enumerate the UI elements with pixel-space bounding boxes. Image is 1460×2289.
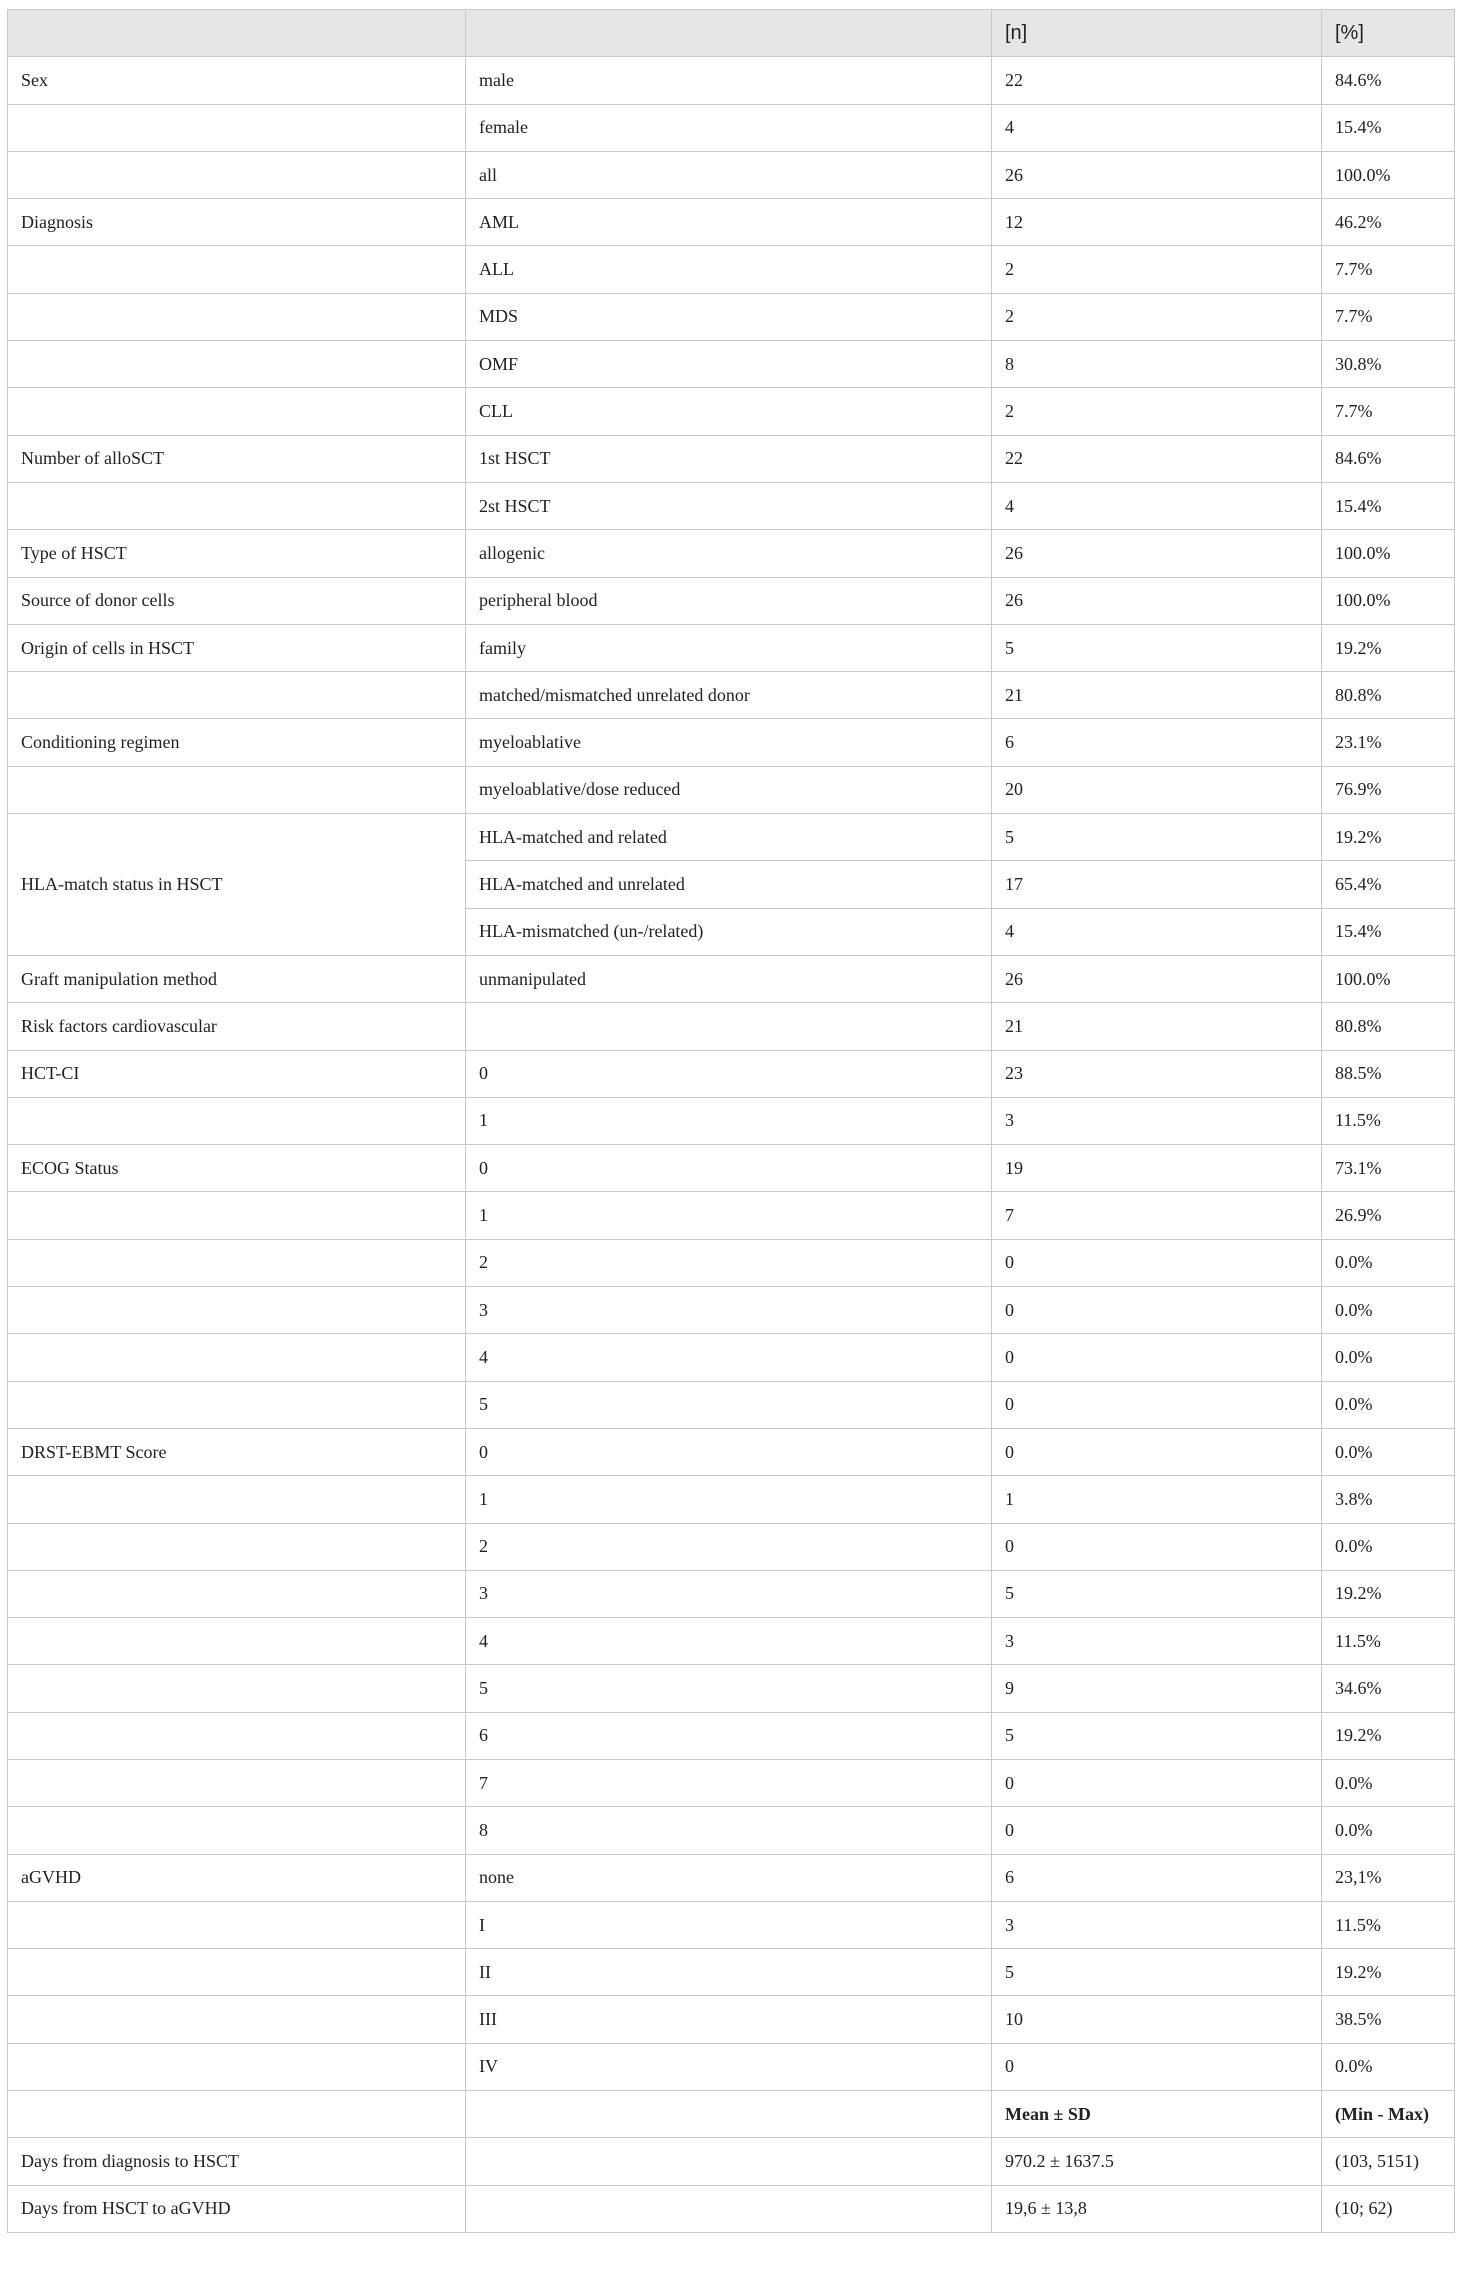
table-cell-characteristic: Risk factors cardiovascular [8,1003,466,1050]
table-cell-category: none [466,1854,992,1901]
table-cell-percent: 100.0% [1322,151,1455,198]
table-cell-category: 0 [466,1145,992,1192]
table-cell-category [466,2091,992,2138]
table-cell-characteristic [8,482,466,529]
table-cell-characteristic [8,2043,466,2090]
table-cell-percent: 73.1% [1322,1145,1455,1192]
table-cell-characteristic [8,1570,466,1617]
table-cell-percent: 0.0% [1322,1523,1455,1570]
table-row [8,151,1455,198]
table-row [8,624,1455,671]
table-cell-percent: 19.2% [1322,814,1455,861]
table-cell-n: 26 [992,955,1322,1002]
table-cell-characteristic [8,1523,466,1570]
table-cell-characteristic [8,246,466,293]
table-cell-category [466,2185,992,2232]
table-cell-n: 4 [992,908,1322,955]
table-cell-percent: 0.0% [1322,1334,1455,1381]
data-table-container [7,9,1454,2233]
table-cell-category: I [466,1901,992,1948]
table-row [8,1287,1455,1334]
patient-characteristics-table [7,9,1455,2233]
table-cell-category: IV [466,2043,992,2090]
table-cell-characteristic [8,1996,466,2043]
table-row [8,1523,1455,1570]
table-row [8,1570,1455,1617]
table-cell-characteristic: HCT-CI [8,1050,466,1097]
table-cell-characteristic [8,104,466,151]
table-row [8,1949,1455,1996]
table-cell-n: 26 [992,151,1322,198]
table-cell-percent: 19.2% [1322,1712,1455,1759]
table-cell-category: matched/mismatched unrelated donor [466,672,992,719]
table-row [8,1334,1455,1381]
table-cell-percent: 84.6% [1322,435,1455,482]
table-cell-characteristic [8,672,466,719]
table-cell-category: 8 [466,1807,992,1854]
table-cell-category: 1 [466,1097,992,1144]
table-cell-n: 10 [992,1996,1322,2043]
table-row [8,1712,1455,1759]
table-cell-n: 5 [992,1712,1322,1759]
table-row [8,1097,1455,1144]
table-cell-n: 21 [992,1003,1322,1050]
table-cell-category: 1 [466,1476,992,1523]
table-cell-category: ALL [466,246,992,293]
table-cell-percent: 7.7% [1322,246,1455,293]
table-cell-percent: 38.5% [1322,1996,1455,2043]
table-row [8,955,1455,1002]
table-cell-characteristic [8,1807,466,1854]
table-cell-n: 21 [992,672,1322,719]
table-cell-n: 5 [992,1949,1322,1996]
table-cell-characteristic [8,1665,466,1712]
table-cell-percent: 11.5% [1322,1097,1455,1144]
table-cell-percent: 0.0% [1322,1759,1455,1806]
table-cell-characteristic: HLA-match status in HSCT [8,814,466,956]
table-cell-characteristic: Days from HSCT to aGVHD [8,2185,466,2232]
table-row [8,1996,1455,2043]
table-cell-characteristic [8,2091,466,2138]
table-cell-characteristic [8,1097,466,1144]
table-cell-category: III [466,1996,992,2043]
table-cell-category: 0 [466,1050,992,1097]
table-cell-percent: (Min - Max) [1322,2091,1455,2138]
table-cell-category: MDS [466,293,992,340]
table-cell-category: 5 [466,1381,992,1428]
table-row [8,1239,1455,1286]
table-cell-n: 19 [992,1145,1322,1192]
table-cell-percent: 19.2% [1322,1949,1455,1996]
table-cell-n: 3 [992,1901,1322,1948]
header-cell-percent: [%] [1322,10,1455,57]
table-cell-category: 1st HSCT [466,435,992,482]
table-cell-n: 0 [992,1759,1322,1806]
table-cell-n: 0 [992,1239,1322,1286]
table-cell-n: 4 [992,104,1322,151]
table-cell-n: 0 [992,1428,1322,1475]
table-cell-characteristic: Source of donor cells [8,577,466,624]
table-cell-category: 2st HSCT [466,482,992,529]
table-cell-characteristic [8,1901,466,1948]
table-row [8,341,1455,388]
table-cell-n: 4 [992,482,1322,529]
table-row [8,1381,1455,1428]
table-row [8,1476,1455,1523]
table-cell-category: 6 [466,1712,992,1759]
table-row [8,1901,1455,1948]
table-cell-percent: 80.8% [1322,672,1455,719]
table-cell-characteristic [8,1287,466,1334]
table-cell-category: OMF [466,341,992,388]
header-cell-category [466,10,992,57]
table-cell-percent: 15.4% [1322,482,1455,529]
table-cell-characteristic: Sex [8,57,466,104]
table-cell-n: 0 [992,1334,1322,1381]
table-row [8,672,1455,719]
table-cell-category: 2 [466,1523,992,1570]
table-cell-percent: 11.5% [1322,1618,1455,1665]
table-cell-n: 26 [992,577,1322,624]
table-cell-category: myeloablative [466,719,992,766]
table-cell-n: 12 [992,199,1322,246]
table-cell-category: HLA-mismatched (un-/related) [466,908,992,955]
table-row [8,2185,1455,2232]
table-cell-n: 19,6 ± 13,8 [992,2185,1322,2232]
table-cell-percent: 46.2% [1322,199,1455,246]
table-cell-percent: 15.4% [1322,908,1455,955]
table-cell-percent: 11.5% [1322,1901,1455,1948]
table-cell-category: HLA-matched and unrelated [466,861,992,908]
table-cell-n: 0 [992,1287,1322,1334]
table-row [8,388,1455,435]
table-cell-percent: 19.2% [1322,624,1455,671]
table-cell-characteristic [8,1618,466,1665]
table-row [8,293,1455,340]
table-cell-percent: 84.6% [1322,57,1455,104]
table-cell-n: 1 [992,1476,1322,1523]
table-cell-category: 2 [466,1239,992,1286]
table-cell-characteristic [8,1476,466,1523]
table-cell-category: male [466,57,992,104]
table-cell-percent: 0.0% [1322,1381,1455,1428]
table-cell-category [466,2138,992,2185]
table-cell-characteristic [8,1239,466,1286]
table-cell-category: peripheral blood [466,577,992,624]
table-cell-characteristic: aGVHD [8,1854,466,1901]
table-cell-characteristic [8,293,466,340]
table-cell-characteristic [8,388,466,435]
table-cell-percent: (103, 5151) [1322,2138,1455,2185]
table-cell-category: allogenic [466,530,992,577]
table-cell-percent: 34.6% [1322,1665,1455,1712]
table-cell-category: 4 [466,1618,992,1665]
table-cell-category: 1 [466,1192,992,1239]
table-cell-n: 2 [992,293,1322,340]
table-cell-category: 7 [466,1759,992,1806]
table-cell-n: 0 [992,1807,1322,1854]
table-cell-percent: 100.0% [1322,955,1455,1002]
table-cell-n: 22 [992,435,1322,482]
table-cell-percent: 23.1% [1322,719,1455,766]
table-cell-characteristic: ECOG Status [8,1145,466,1192]
table-row [8,2138,1455,2185]
table-cell-category: 5 [466,1665,992,1712]
table-cell-category: HLA-matched and related [466,814,992,861]
table-cell-n: 3 [992,1097,1322,1144]
table-cell-characteristic: Origin of cells in HSCT [8,624,466,671]
table-row [8,104,1455,151]
table-cell-percent: 76.9% [1322,766,1455,813]
header-cell-n: [n] [992,10,1322,57]
table-cell-percent: 0.0% [1322,1239,1455,1286]
table-cell-characteristic: Diagnosis [8,199,466,246]
table-cell-characteristic [8,1381,466,1428]
table-cell-characteristic: DRST-EBMT Score [8,1428,466,1475]
table-cell-category: unmanipulated [466,955,992,1002]
table-cell-n: 2 [992,388,1322,435]
table-cell-n: 5 [992,814,1322,861]
table-cell-category [466,1003,992,1050]
table-cell-n: 8 [992,341,1322,388]
table-cell-category: 0 [466,1428,992,1475]
table-cell-percent: 30.8% [1322,341,1455,388]
table-cell-percent: 0.0% [1322,1807,1455,1854]
table-row [8,1618,1455,1665]
table-cell-characteristic: Graft manipulation method [8,955,466,1002]
table-cell-n: 5 [992,1570,1322,1617]
table-cell-n: 0 [992,1381,1322,1428]
table-cell-n: 0 [992,1523,1322,1570]
table-cell-n: 26 [992,530,1322,577]
table-body [8,57,1455,2233]
table-header-row [8,10,1455,57]
table-row [8,577,1455,624]
table-cell-characteristic [8,151,466,198]
table-row [8,246,1455,293]
table-cell-category: family [466,624,992,671]
table-cell-percent: 7.7% [1322,293,1455,340]
table-cell-percent: 19.2% [1322,1570,1455,1617]
table-row [8,2091,1455,2138]
table-cell-characteristic [8,766,466,813]
table-cell-percent: 65.4% [1322,861,1455,908]
table-cell-n: 20 [992,766,1322,813]
table-cell-n: 17 [992,861,1322,908]
table-cell-characteristic [8,1949,466,1996]
table-row [8,57,1455,104]
table-cell-characteristic [8,1192,466,1239]
table-row [8,1145,1455,1192]
table-row [8,1665,1455,1712]
table-cell-characteristic: Conditioning regimen [8,719,466,766]
table-cell-percent: 0.0% [1322,2043,1455,2090]
table-cell-category: 4 [466,1334,992,1381]
table-row [8,1807,1455,1854]
table-row [8,1759,1455,1806]
table-cell-n: Mean ± SD [992,2091,1322,2138]
table-cell-n: 0 [992,2043,1322,2090]
table-cell-n: 5 [992,624,1322,671]
table-row [8,2043,1455,2090]
table-cell-characteristic [8,1759,466,1806]
table-row [8,199,1455,246]
table-row [8,1854,1455,1901]
table-cell-characteristic [8,1712,466,1759]
table-cell-category: 3 [466,1287,992,1334]
table-cell-n: 3 [992,1618,1322,1665]
table-cell-n: 7 [992,1192,1322,1239]
header-cell-characteristic [8,10,466,57]
table-cell-characteristic [8,341,466,388]
table-cell-category: all [466,151,992,198]
table-cell-percent: 0.0% [1322,1428,1455,1475]
table-cell-category: CLL [466,388,992,435]
table-cell-n: 9 [992,1665,1322,1712]
table-cell-percent: 100.0% [1322,530,1455,577]
table-cell-percent: 3.8% [1322,1476,1455,1523]
table-cell-percent: 15.4% [1322,104,1455,151]
table-row [8,1050,1455,1097]
table-cell-n: 22 [992,57,1322,104]
table-cell-category: II [466,1949,992,1996]
table-cell-percent: 23,1% [1322,1854,1455,1901]
table-row [8,766,1455,813]
table-row [8,1428,1455,1475]
table-cell-category: myeloablative/dose reduced [466,766,992,813]
table-cell-percent: (10; 62) [1322,2185,1455,2232]
table-cell-percent: 7.7% [1322,388,1455,435]
table-cell-percent: 88.5% [1322,1050,1455,1097]
table-cell-category: AML [466,199,992,246]
table-cell-n: 6 [992,719,1322,766]
table-row [8,814,1455,861]
table-cell-n: 2 [992,246,1322,293]
table-row [8,1192,1455,1239]
table-cell-characteristic: Type of HSCT [8,530,466,577]
table-cell-characteristic: Days from diagnosis to HSCT [8,2138,466,2185]
table-cell-characteristic: Number of alloSCT [8,435,466,482]
table-cell-percent: 26.9% [1322,1192,1455,1239]
table-cell-n: 970.2 ± 1637.5 [992,2138,1322,2185]
table-row [8,1003,1455,1050]
table-cell-category: female [466,104,992,151]
table-row [8,482,1455,529]
table-cell-percent: 80.8% [1322,1003,1455,1050]
table-cell-percent: 0.0% [1322,1287,1455,1334]
table-row [8,719,1455,766]
table-cell-category: 3 [466,1570,992,1617]
table-cell-n: 23 [992,1050,1322,1097]
table-row [8,435,1455,482]
table-row [8,530,1455,577]
table-cell-percent: 100.0% [1322,577,1455,624]
table-cell-characteristic [8,1334,466,1381]
table-cell-n: 6 [992,1854,1322,1901]
